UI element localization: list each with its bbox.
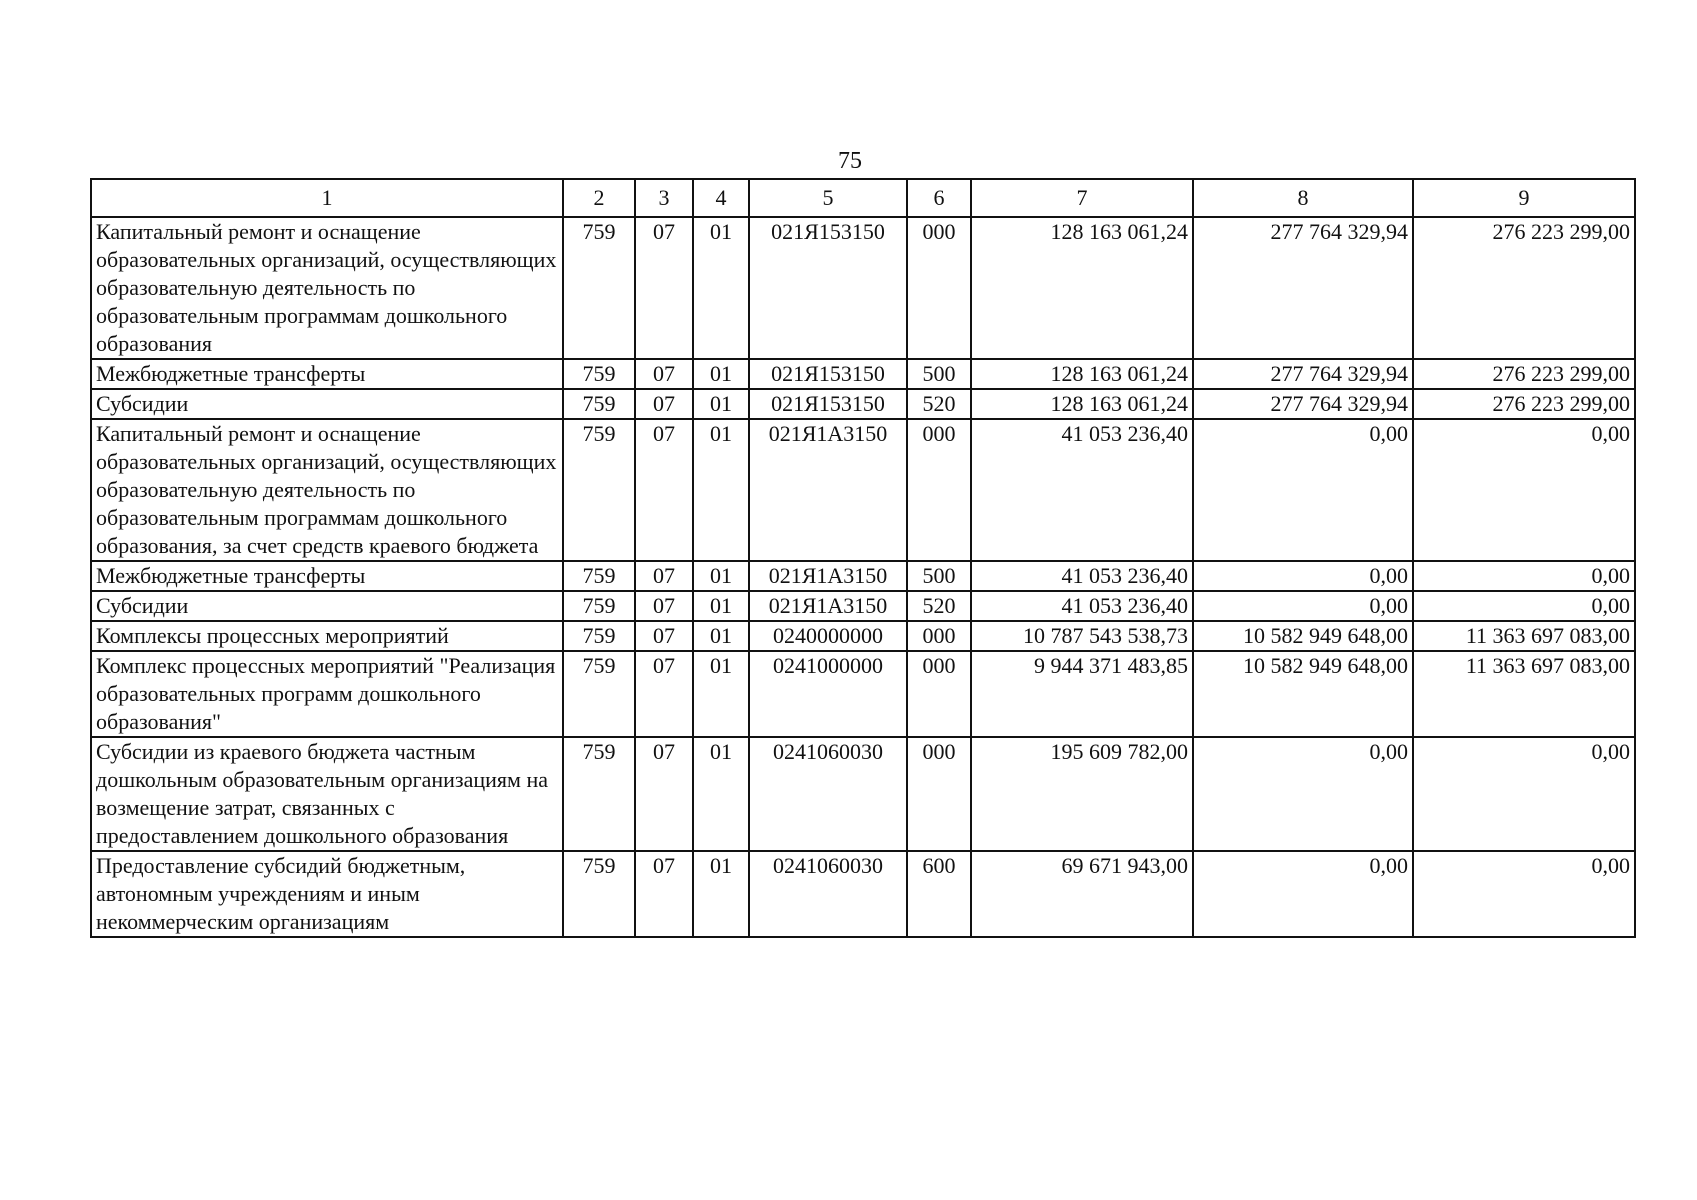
- column-header: 5: [749, 179, 907, 217]
- cell-col-6: 600: [907, 851, 971, 937]
- cell-col-7: 9 944 371 483,85: [971, 651, 1193, 737]
- cell-col-2: 759: [563, 737, 635, 851]
- cell-col-2: 759: [563, 561, 635, 591]
- column-header: 2: [563, 179, 635, 217]
- cell-col-4: 01: [693, 419, 749, 561]
- column-header: 7: [971, 179, 1193, 217]
- row-name: Капитальный ремонт и оснащение образовательных организаций, осуществляющих образовательную деятельность по образовательным программам дошкольного образования: [91, 217, 563, 359]
- cell-col-6: 000: [907, 737, 971, 851]
- cell-col-5: 0241060030: [749, 851, 907, 937]
- cell-col-5: 021Я1А3150: [749, 561, 907, 591]
- table-row: [91, 737, 1635, 851]
- cell-col-5: 021Я1А3150: [749, 419, 907, 561]
- cell-col-3: 07: [635, 651, 693, 737]
- cell-col-8: 277 764 329,94: [1193, 389, 1413, 419]
- page-number: 75: [838, 148, 862, 174]
- column-header: 6: [907, 179, 971, 217]
- cell-col-3: 07: [635, 359, 693, 389]
- cell-col-9: 0,00: [1413, 591, 1635, 621]
- header-row: [91, 179, 1635, 217]
- cell-col-4: 01: [693, 851, 749, 937]
- cell-col-9: 0,00: [1413, 737, 1635, 851]
- cell-col-2: 759: [563, 419, 635, 561]
- cell-col-7: 128 163 061,24: [971, 217, 1193, 359]
- cell-col-8: 277 764 329,94: [1193, 359, 1413, 389]
- cell-col-9: 276 223 299,00: [1413, 389, 1635, 419]
- cell-col-5: 021Я153150: [749, 389, 907, 419]
- cell-col-4: 01: [693, 561, 749, 591]
- row-name: Субсидии из краевого бюджета частным дошкольным образовательным организациям на возмещение затрат, связанных с предоставлением дошкольного образования: [91, 737, 563, 851]
- cell-col-5: 0241060030: [749, 737, 907, 851]
- cell-col-3: 07: [635, 851, 693, 937]
- cell-col-3: 07: [635, 621, 693, 651]
- cell-col-6: 000: [907, 621, 971, 651]
- cell-col-7: 195 609 782,00: [971, 737, 1193, 851]
- cell-col-7: 41 053 236,40: [971, 591, 1193, 621]
- column-header: 3: [635, 179, 693, 217]
- table-row: [91, 621, 1635, 651]
- cell-col-3: 07: [635, 561, 693, 591]
- cell-col-5: 021Я1А3150: [749, 591, 907, 621]
- cell-col-7: 128 163 061,24: [971, 359, 1193, 389]
- cell-col-3: 07: [635, 737, 693, 851]
- row-name: Субсидии: [91, 389, 563, 419]
- cell-col-9: 0,00: [1413, 851, 1635, 937]
- column-header: 9: [1413, 179, 1635, 217]
- table-row: [91, 359, 1635, 389]
- cell-col-7: 41 053 236,40: [971, 561, 1193, 591]
- cell-col-8: 0,00: [1193, 851, 1413, 937]
- budget-table-body: [91, 217, 1635, 937]
- cell-col-2: 759: [563, 389, 635, 419]
- cell-col-9: 11 363 697 083,00: [1413, 651, 1635, 737]
- row-name: Предоставление субсидий бюджетным, автономным учреждениям и иным некоммерческим организациям: [91, 851, 563, 937]
- table-row: [91, 851, 1635, 937]
- cell-col-5: 0240000000: [749, 621, 907, 651]
- cell-col-3: 07: [635, 389, 693, 419]
- row-name: Комплексы процессных мероприятий: [91, 621, 563, 651]
- cell-col-8: 10 582 949 648,00: [1193, 621, 1413, 651]
- cell-col-7: 41 053 236,40: [971, 419, 1193, 561]
- cell-col-9: 276 223 299,00: [1413, 217, 1635, 359]
- table-row: [91, 651, 1635, 737]
- cell-col-2: 759: [563, 591, 635, 621]
- row-name: Комплекс процессных мероприятий "Реализация образовательных программ дошкольного образования": [91, 651, 563, 737]
- cell-col-8: 10 582 949 648,00: [1193, 651, 1413, 737]
- column-header: 8: [1193, 179, 1413, 217]
- column-header: 4: [693, 179, 749, 217]
- budget-table: [90, 178, 1636, 938]
- cell-col-6: 500: [907, 359, 971, 389]
- cell-col-4: 01: [693, 621, 749, 651]
- cell-col-3: 07: [635, 419, 693, 561]
- table-row: [91, 561, 1635, 591]
- cell-col-5: 021Я153150: [749, 359, 907, 389]
- cell-col-7: 128 163 061,24: [971, 389, 1193, 419]
- cell-col-5: 0241000000: [749, 651, 907, 737]
- cell-col-3: 07: [635, 591, 693, 621]
- row-name: Межбюджетные трансферты: [91, 561, 563, 591]
- cell-col-9: 276 223 299,00: [1413, 359, 1635, 389]
- cell-col-6: 000: [907, 419, 971, 561]
- cell-col-2: 759: [563, 651, 635, 737]
- table-row: [91, 389, 1635, 419]
- cell-col-2: 759: [563, 359, 635, 389]
- cell-col-8: 277 764 329,94: [1193, 217, 1413, 359]
- cell-col-9: 0,00: [1413, 561, 1635, 591]
- table-row: [91, 591, 1635, 621]
- column-header: 1: [91, 179, 563, 217]
- row-name: Межбюджетные трансферты: [91, 359, 563, 389]
- cell-col-8: 0,00: [1193, 737, 1413, 851]
- cell-col-4: 01: [693, 389, 749, 419]
- cell-col-6: 000: [907, 651, 971, 737]
- cell-col-6: 520: [907, 389, 971, 419]
- cell-col-8: 0,00: [1193, 419, 1413, 561]
- cell-col-4: 01: [693, 359, 749, 389]
- cell-col-4: 01: [693, 651, 749, 737]
- cell-col-5: 021Я153150: [749, 217, 907, 359]
- cell-col-7: 10 787 543 538,73: [971, 621, 1193, 651]
- cell-col-2: 759: [563, 621, 635, 651]
- cell-col-6: 520: [907, 591, 971, 621]
- table-row: [91, 217, 1635, 359]
- row-name: Капитальный ремонт и оснащение образовательных организаций, осуществляющих образовательную деятельность по образовательным программам дошкольного образования, за счет средств краевого бюджета: [91, 419, 563, 561]
- cell-col-4: 01: [693, 737, 749, 851]
- cell-col-2: 759: [563, 851, 635, 937]
- cell-col-8: 0,00: [1193, 591, 1413, 621]
- cell-col-9: 11 363 697 083,00: [1413, 621, 1635, 651]
- cell-col-4: 01: [693, 217, 749, 359]
- cell-col-9: 0,00: [1413, 419, 1635, 561]
- table-row: [91, 419, 1635, 561]
- cell-col-2: 759: [563, 217, 635, 359]
- cell-col-7: 69 671 943,00: [971, 851, 1193, 937]
- cell-col-6: 500: [907, 561, 971, 591]
- row-name: Субсидии: [91, 591, 563, 621]
- cell-col-3: 07: [635, 217, 693, 359]
- cell-col-4: 01: [693, 591, 749, 621]
- cell-col-8: 0,00: [1193, 561, 1413, 591]
- cell-col-6: 000: [907, 217, 971, 359]
